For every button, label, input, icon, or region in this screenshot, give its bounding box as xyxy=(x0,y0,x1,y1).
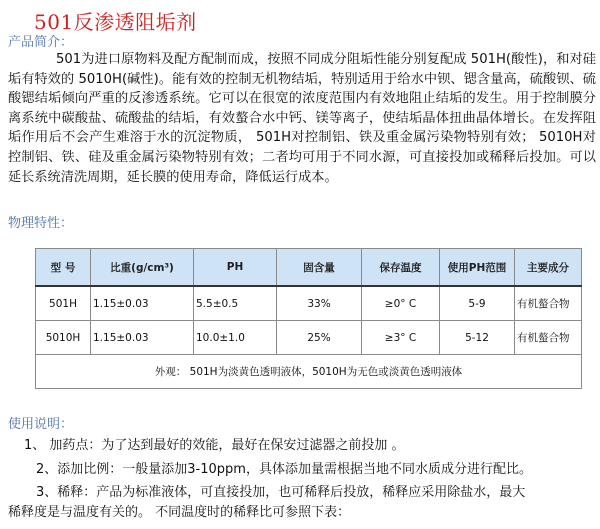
intro-paragraph xyxy=(8,50,596,187)
cell-ph: 10.0±1.0 xyxy=(194,321,277,355)
appearance-row xyxy=(36,355,582,389)
cell-ph-range: 5-9 xyxy=(440,286,515,321)
usage-item-dilution: 3、稀释：产品为标准液体，可直接投加，也可稀释后投放，稀释应采用除盐水，最大 xyxy=(36,485,526,500)
cell-component: 有机螯合物 xyxy=(515,321,582,355)
cell-ph: 5.5±0.5 xyxy=(194,286,277,321)
col-ph: PH xyxy=(194,249,277,287)
usage-item-dosing-point: 1、 加药点：为了达到最好的效能，最好在保安过滤器之前投加 。 xyxy=(24,438,405,453)
col-ph-range: 使用PH范围 xyxy=(440,249,515,287)
intro-heading: 产品简介： xyxy=(8,35,74,50)
usage-heading: 使用说明： xyxy=(8,417,74,432)
cell-density: 1.15±0.03 xyxy=(91,286,194,321)
table-header-row xyxy=(36,249,582,287)
cell-solids: 25% xyxy=(277,321,362,355)
usage-item-dosage: 2、添加比例：一般量添加3-10ppm，具体添加量需根据当地不同水质成分进行配比。 xyxy=(36,462,532,477)
cell-model: 501H xyxy=(36,286,91,321)
intro-text: 501为进口原物料及配方配制而成，按照不同成分阻垢性能分别复配成 501H(酸性)，和对硅垢有特效的 5010H(碱性)。能有效的控制无机物结垢，特别适用于给水中钡、锶含量高，硫酸钡、硫酸锶结垢倾向严重的反渗透系统。它可以在很宽的浓度范围内有效地阻止结垢的发生。用于控制膜分离系统中碳酸盐、硫酸盐的结垢，有效螯合水中钙、镁等离子，使结垢晶体扭曲晶体增长。在发挥阻垢作用后不会产生难溶于水的沉淀物质， 501H对控制铝、铁及重金属污染物特别有效； 5010H对控制铝、铁、硅及重金属污染物特别有效；二者均可用于不同水源，可直接投加或稀释后投加。可以延长系统清洗周期，延长膜的使用寿命，降低运行成本。 xyxy=(8,52,596,185)
col-component: 主要成分 xyxy=(515,249,582,287)
col-model: 型 号 xyxy=(36,249,91,287)
cell-storage-temp: ≥3° C xyxy=(362,321,440,355)
usage-item-dilution-cont: 稀释度是与温度有关的。 不同温度时的稀释比可参照下表： xyxy=(8,505,351,520)
cell-storage-temp: ≥0° C xyxy=(362,286,440,321)
properties-heading: 物理特性： xyxy=(8,216,74,231)
appearance-text: 外观： 501H为淡黄色透明液体，5010H为无色或淡黄色透明液体 xyxy=(36,355,582,389)
properties-table xyxy=(35,248,582,389)
col-density: 比重(g/cm³) xyxy=(91,249,194,287)
col-solids: 固含量 xyxy=(277,249,362,287)
product-title: 501反渗透阻垢剂 xyxy=(34,10,197,34)
col-storage-temp: 保存温度 xyxy=(362,249,440,287)
cell-component: 有机螯合物 xyxy=(515,286,582,321)
cell-solids: 33% xyxy=(277,286,362,321)
table-row xyxy=(36,286,582,321)
cell-model: 5010H xyxy=(36,321,91,355)
cell-ph-range: 5-12 xyxy=(440,321,515,355)
cell-density: 1.15±0.03 xyxy=(91,321,194,355)
table-row xyxy=(36,321,582,355)
